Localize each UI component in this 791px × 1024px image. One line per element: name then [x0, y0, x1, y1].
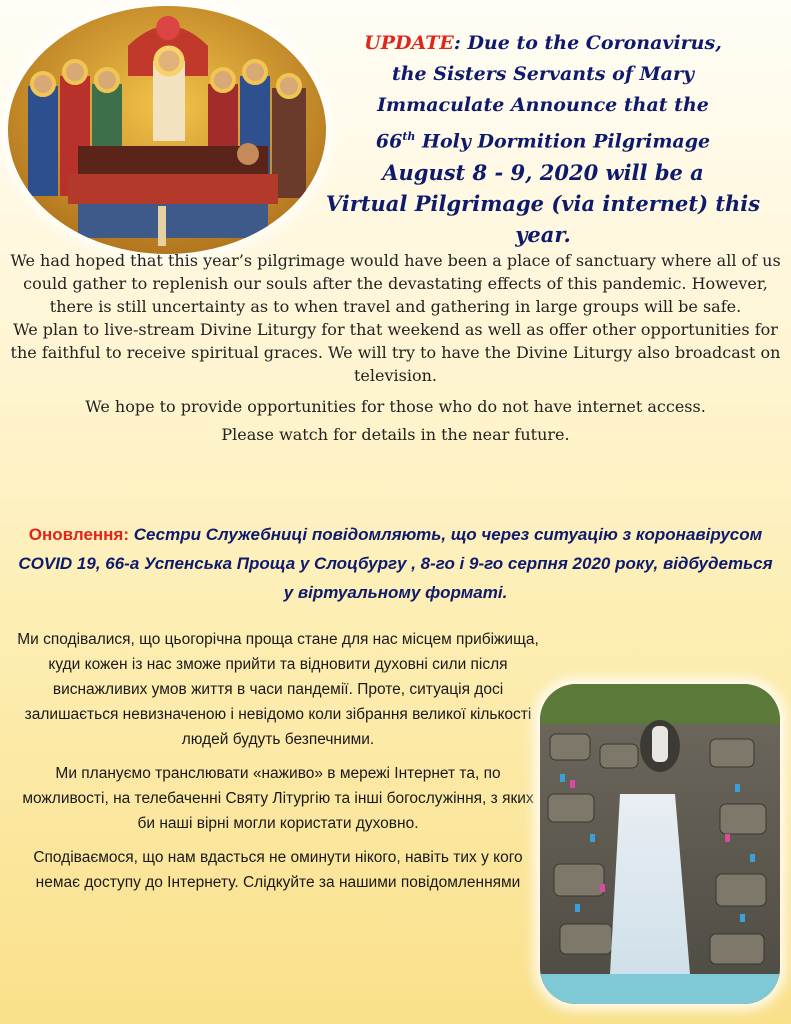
dormition-icon — [8, 6, 326, 254]
header-line-3: Immaculate Announce that the — [377, 94, 709, 116]
update-label: UPDATE — [364, 32, 454, 54]
english-paragraph-2: We plan to live-stream Divine Liturgy for that weekend as well as offer other opportunities for the faithful to receive spiritual graces. We will try to have the Divine Liturgy also broadcast on television. — [10, 320, 781, 385]
header-line-6: Virtual Pilgrimage (via internet) this year. — [325, 191, 761, 248]
header-line-5: August 8 - 9, 2020 will be a — [382, 160, 704, 186]
ukrainian-paragraph-3: Сподіваємося, що нам вдасться не оминути нікого, навіть тих у кого немає доступу до Інтернету. Слідкуйте за нашими повідомленнями — [33, 849, 523, 891]
english-paragraph-4: Please watch for details in the near future. — [221, 425, 570, 444]
pilgrimage-date: August 8 - 9, 2020 — [382, 160, 599, 186]
english-paragraph-3: We hope to provide opportunities for those who do not have internet access. — [85, 397, 706, 416]
ukrainian-body — [16, 627, 540, 895]
ukrainian-header — [18, 520, 773, 607]
english-paragraph-1: We had hoped that this year’s pilgrimage would have been a place of sanctuary where all of us could gather to replenish our souls after the devastating effects of this pandemic. However, there is still uncertainty as to when travel and gathering in large groups will be safe. — [10, 251, 781, 316]
ukrainian-paragraph-1: Ми сподівалися, що цьогорічна проща стане для нас місцем прибіжища, куди кожен із нас зможе прийти та відновити духовні сили після виснажливих умов життя в часи пандемії. Проте, ситуація досі залишається невизначеною і невідомо коли зібрання великої кількості людей будуть безпечними. — [17, 631, 539, 748]
english-body — [10, 249, 781, 446]
announcement-header — [318, 28, 768, 250]
ukrainian-header-text: Сестри Служебниці повідомляють, що через ситуацію з коронавірусом COVID 19, 66-а Успенська Проща у Слоцбургу , 8-го і 9-го серпня 2020 року, відбудеться у віртуальному форматі. — [18, 525, 773, 602]
header-line-2: the Sisters Servants of Mary — [391, 63, 695, 85]
header-line-1: UPDATE: Due to the Coronavirus, — [364, 32, 722, 54]
grotto-waterfall-photo — [540, 684, 780, 1004]
header-line-4: 66th Holy Dormition Pilgrimage — [375, 130, 711, 153]
ukrainian-update-label: Оновлення: — [28, 525, 130, 544]
ukrainian-paragraph-2: Ми плануємо транслювати «наживо» в мережі Інтернет та, по можливості, на телебаченні Святу Літургію та інші богослужіння, з яких би наші вірні могли користати духовно. — [22, 765, 534, 832]
